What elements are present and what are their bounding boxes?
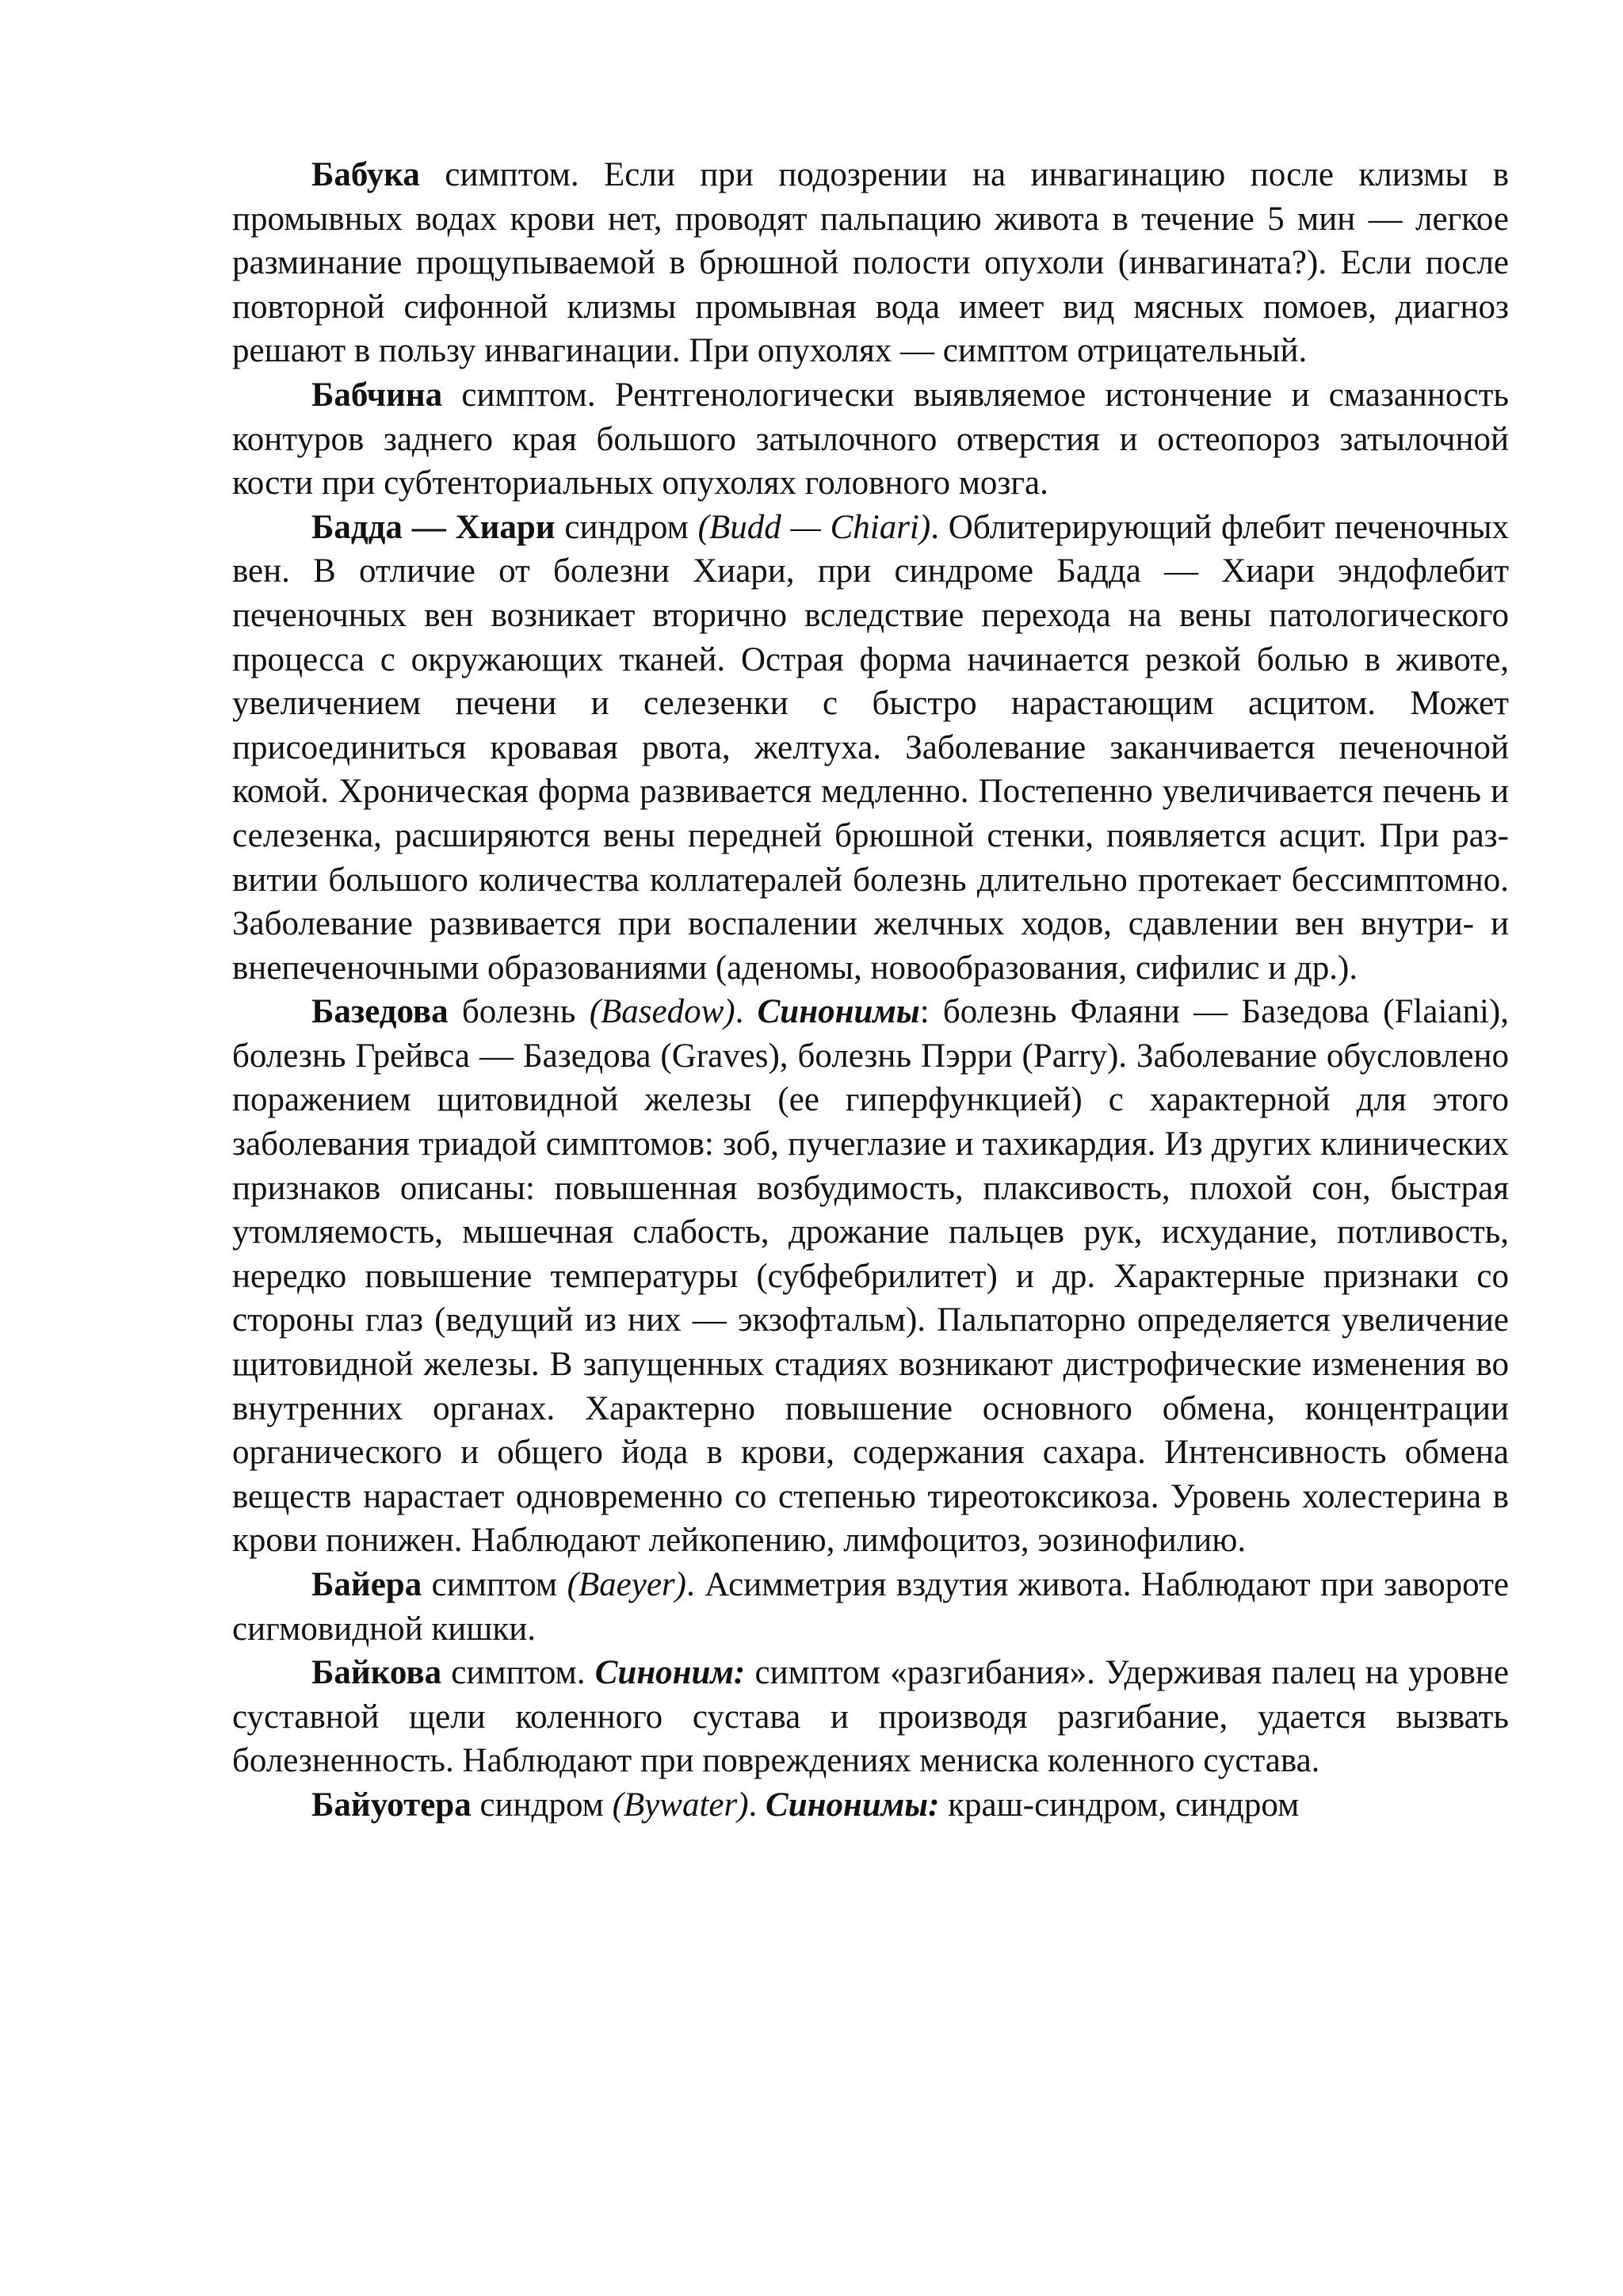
entry-kind: синдром <box>555 508 698 546</box>
entry-term: Байкова <box>311 1654 442 1692</box>
entry-term: Байуотера <box>311 1786 472 1824</box>
entry-body: . Облитерирующий флебит печеночных вен. В отличие от болезни Хиари, при синдроме Бадда — Хиари эндофлебит печеночных вен возникает вторично вследствие перехода на вены патологического процесса с окружающих тканей. Острая форма начинается резкой болью в животе, увеличением печени и селезенки с быстро нарастающим асцитом. Может присоединиться кровавая рвота, желтуха. Заболевание заканчивается печеночной комой. Хроническая форма развивается медленно. Постепенно увеличивается печень и селезенка, расширяются вены передней брюшной стенки, появляется асцит. При развитии большого количества коллатералей болезнь длительно протекает бессимптомно. Заболевание развивается при воспалении желчных ходов, сдавлении вен внутри- и внепеченочными образованиями (аденомы, новообразования, сифилис и др.). <box>232 508 1509 987</box>
entry-bywater <box>232 1783 1509 1828</box>
entry-synonym-label: Синоним: <box>594 1654 746 1692</box>
entry-baikov <box>232 1651 1509 1783</box>
entry-separator: . <box>735 993 758 1031</box>
entry-babuk <box>232 153 1509 373</box>
entry-latin-name: (Baeyer) <box>567 1566 686 1603</box>
entry-latin-name: (Basedow) <box>589 993 735 1031</box>
text-column <box>232 153 1509 1828</box>
entry-basedow <box>232 990 1509 1563</box>
entry-synonyms-label: Синонимы <box>757 993 920 1031</box>
entry-body: симптом «разгибания». Удерживая палец на уровне суставной щели коленного сустава и производя разгибание, удается вызвать болезненность. Наблюдают при повреждениях мениска коленного сустава. <box>232 1654 1510 1780</box>
entry-term: Бадда — Хиари <box>311 508 556 546</box>
entry-kind: симптом <box>422 1566 567 1603</box>
entry-term: Бабука <box>311 156 420 193</box>
entry-body: симптом. Если при подозрении на инвагинацию после клизмы в промывных водах крови нет, проводят пальпацию живота в течение 5 мин — легкое разминание прощупываемой в брюшной полости опухоли (инвагината?). Если после повторной сифонной клизмы промывная вода имеет вид мясных помоев, диагноз решают в пользу инвагинации. При опухолях — симптом отрицательный. <box>232 156 1509 370</box>
entry-kind: симптом. <box>441 1654 595 1692</box>
entry-kind: синдром <box>471 1786 613 1824</box>
entry-term: Бабчина <box>311 376 443 414</box>
entry-separator: . <box>748 1786 766 1824</box>
entry-latin-name: (Budd — Chiari) <box>697 508 931 546</box>
entry-body: : болезнь Флаяни — Базедова (Flaiani), болезнь Грейвса — Базедова (Graves), болезнь Пэрри (Parry). Заболевание обусловлено поражением щитовидной железы (ее гиперфункцией) с характерной для этого заболевания триадой симптомов: зоб, пучеглазие и тахикардия. Из других клинических признаков описаны: повышенная возбудимость, плаксивость, плохой сон, быстрая утомляемость, мышечная слабость, дрожание пальцев рук, исхудание, потливость, нередко повышение температуры (субфебрилитет) и др. Характерные признаки со стороны глаз (ведущий из них — экзофтальм). Пальпаторно определяется увеличение щитовидной железы. В запущенных стадиях возникают дистрофические изменения во внутренних органах. Характерно повышение основного обмена, концентрации органического и общего йода в крови, содержания сахара. Интенсивность обмена веществ нарастает одновременно со степенью тиреотоксикоза. Уровень холестерина в крови понижен. Наблюдают лейкопению, лимфоцитоз, эозинофилию. <box>232 993 1509 1560</box>
entry-baeyer <box>232 1563 1509 1651</box>
entry-kind: болезнь <box>448 993 590 1031</box>
entry-synonyms-label: Синонимы: <box>766 1786 940 1824</box>
entry-term: Байера <box>311 1566 422 1603</box>
entry-body: . Асимметрия вздутия живота. Наблюдают при завороте сигмовидной кишки. <box>232 1566 1509 1648</box>
entry-body: симптом. Рентгенологически выявляемое истончение и смазанность контуров заднего края большого затылочного отверстия и остеопороз затылочной кости при субтенториальных опухолях головного мозга. <box>232 376 1509 502</box>
entry-body: краш-синдром, синдром <box>939 1786 1300 1824</box>
entry-budd-chiari <box>232 506 1509 991</box>
entry-term: Базедова <box>311 993 449 1031</box>
entry-latin-name: (Bywater) <box>612 1786 749 1824</box>
entry-babchin <box>232 373 1509 506</box>
